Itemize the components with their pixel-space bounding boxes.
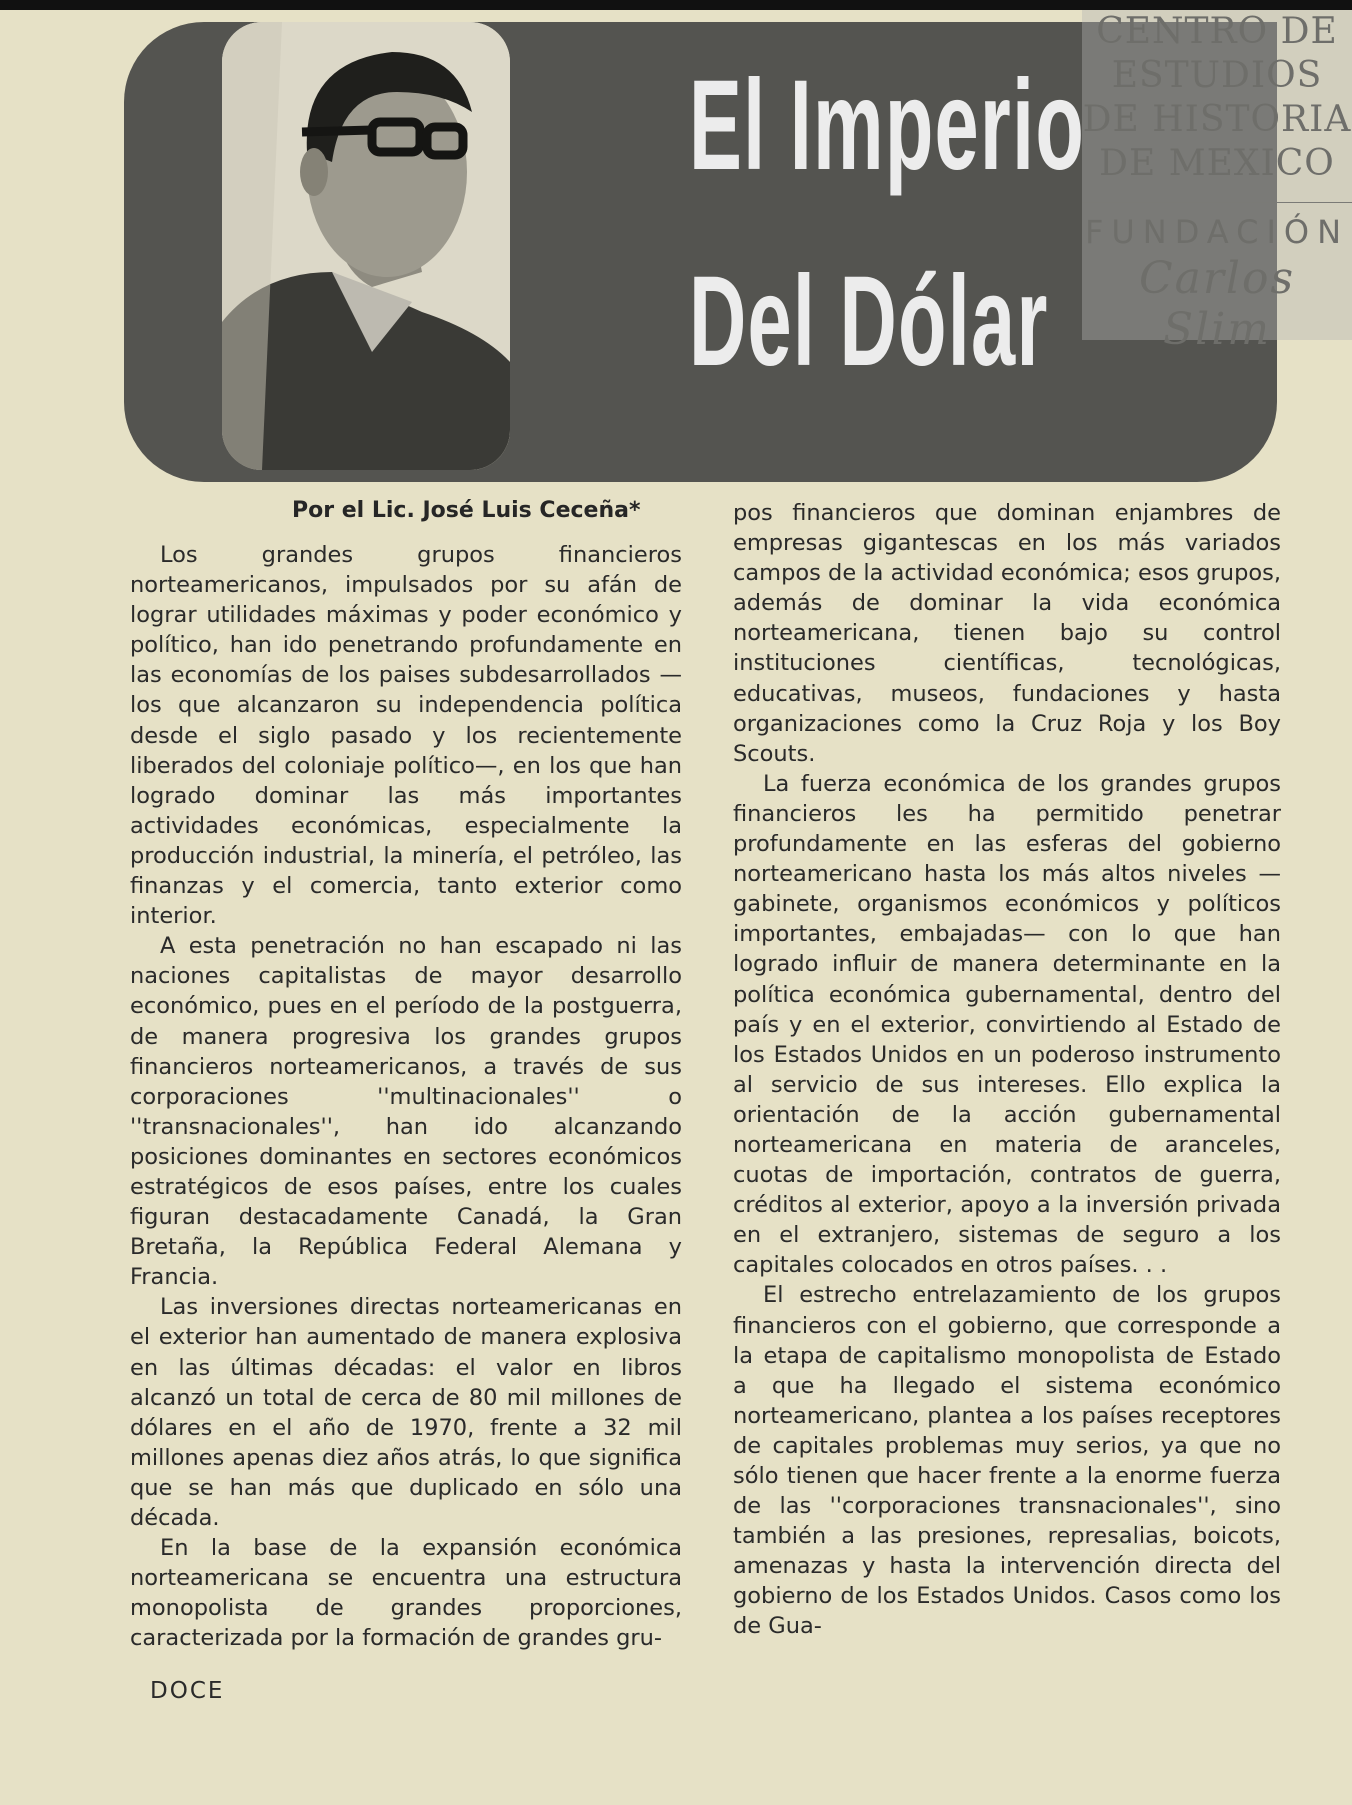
paragraph: A esta penetración no han escapado ni las naciones capitalistas de mayor desarrollo económico, pues en el período de la postguerra, de manera progresiva los grandes grupos financieros norteamericanos, a través de sus corporaciones ''multinacionales'' o ''transnacionales'', han ido alcanzando posiciones dominantes en sectores económicos estratégicos de esos países, entre los cuales figuran destacadamente Canadá, la Gran Bretaña, la República Federal Alemana y Francia. <box>130 933 682 1291</box>
magazine-page <box>0 10 1352 1805</box>
paragraph: La fuerza económica de los grandes grupos financieros les ha permitido penetrar profundamente en las esferas del gobierno norteamericano hasta los más altos niveles —gabinete, organismos económicos y políticos importantes, embajadas— con lo que han logrado influir de manera determinante en la política económica gubernamental, dentro del país y en el exterior, convirtiendo al Estado de los Estados Unidos en un poderoso instrumento al servicio de sus intereses. Ello explica la orientación de la acción gubernamental norteamericana en materia de aranceles, cuotas de importación, contratos de guerra, créditos al exterior, apoyo a la inversión privada en el extranjero, sistemas de seguro a los capitales colocados en otros países. . . <box>733 770 1281 1279</box>
paragraph: En la base de la expansión económica norteamericana se encuentra una estructura monopolista de grandes proporciones, caracterizada por la formación de grandes gru- <box>130 1535 682 1652</box>
archive-watermark-stamp <box>1082 10 1352 355</box>
author-portrait-image <box>222 22 510 470</box>
article-column-right <box>733 498 1281 1642</box>
paragraph: El estrecho entrelazamiento de los grupos financieros con el gobierno, que corresponde a la etapa de capitalismo monopolista de Estado a que ha llegado el sistema económico norteamericano, plantea a los países receptores de capitales problemas muy serios, ya que no sólo tienen que hacer frente a la enorme fuerza de las ''corporaciones transnacionales'', sino también a las presiones, represalias, boicots, amenazas y hasta la intervención directa del gobierno de los Estados Unidos. Casos como los de Gua- <box>733 1282 1281 1640</box>
stamp-signature: Carlos Slim <box>1138 253 1296 355</box>
page-number: DOCE <box>150 1678 225 1704</box>
stamp-line-3: DE HISTORIA <box>1082 99 1352 140</box>
article-title-line-1: El Imperio <box>689 54 1086 197</box>
stamp-line-2: ESTUDIOS <box>1111 55 1323 96</box>
paragraph: pos financieros que dominan enjambres de empresas gigantescas en los más variados campos de la actividad económica; esos grupos, además de dominar la vida económica norteamericana, tienen bajo su control instituciones científicas, tecnológicas, educativas, museos, fundaciones y hasta organizaciones como la Cruz Roja y los Boy Scouts. <box>733 500 1281 767</box>
stamp-line-4: DE MEXICO <box>1099 143 1335 184</box>
paragraph: Los grandes grupos financieros norteamericanos, impulsados por su afán de lograr utilidades máximas y poder económico y político, han ido penetrando profundamente en las economías de los paises subdesarrollados —los que alcanzaron su independencia política desde el siglo pasado y los recientemente liberados del coloniaje político—, en los que han logrado dominar las más importantes actividades económicas, especialmente la producción industrial, la minería, el petróleo, las finanzas y el comercia, tanto exterior como interior. <box>130 542 682 930</box>
author-byline: Por el Lic. José Luis Ceceña* <box>292 498 641 523</box>
article-title-line-2: Del Dólar <box>689 250 1049 393</box>
article-column-left <box>130 540 682 1653</box>
stamp-line-1: CENTRO DE <box>1096 11 1338 52</box>
author-portrait <box>222 22 510 470</box>
paragraph: Las inversiones directas norteamericanas en el exterior han aumentado de manera explosiva en las últimas décadas: el valor en libros alcanzó un total de cerca de 80 mil millones de dólares en el año de 1970, frente a 32 mil millones apenas diez años atrás, lo que significa que se han más que duplicado en sólo una década. <box>130 1294 682 1531</box>
stamp-foundation: FUNDACIÓN <box>1082 202 1352 251</box>
